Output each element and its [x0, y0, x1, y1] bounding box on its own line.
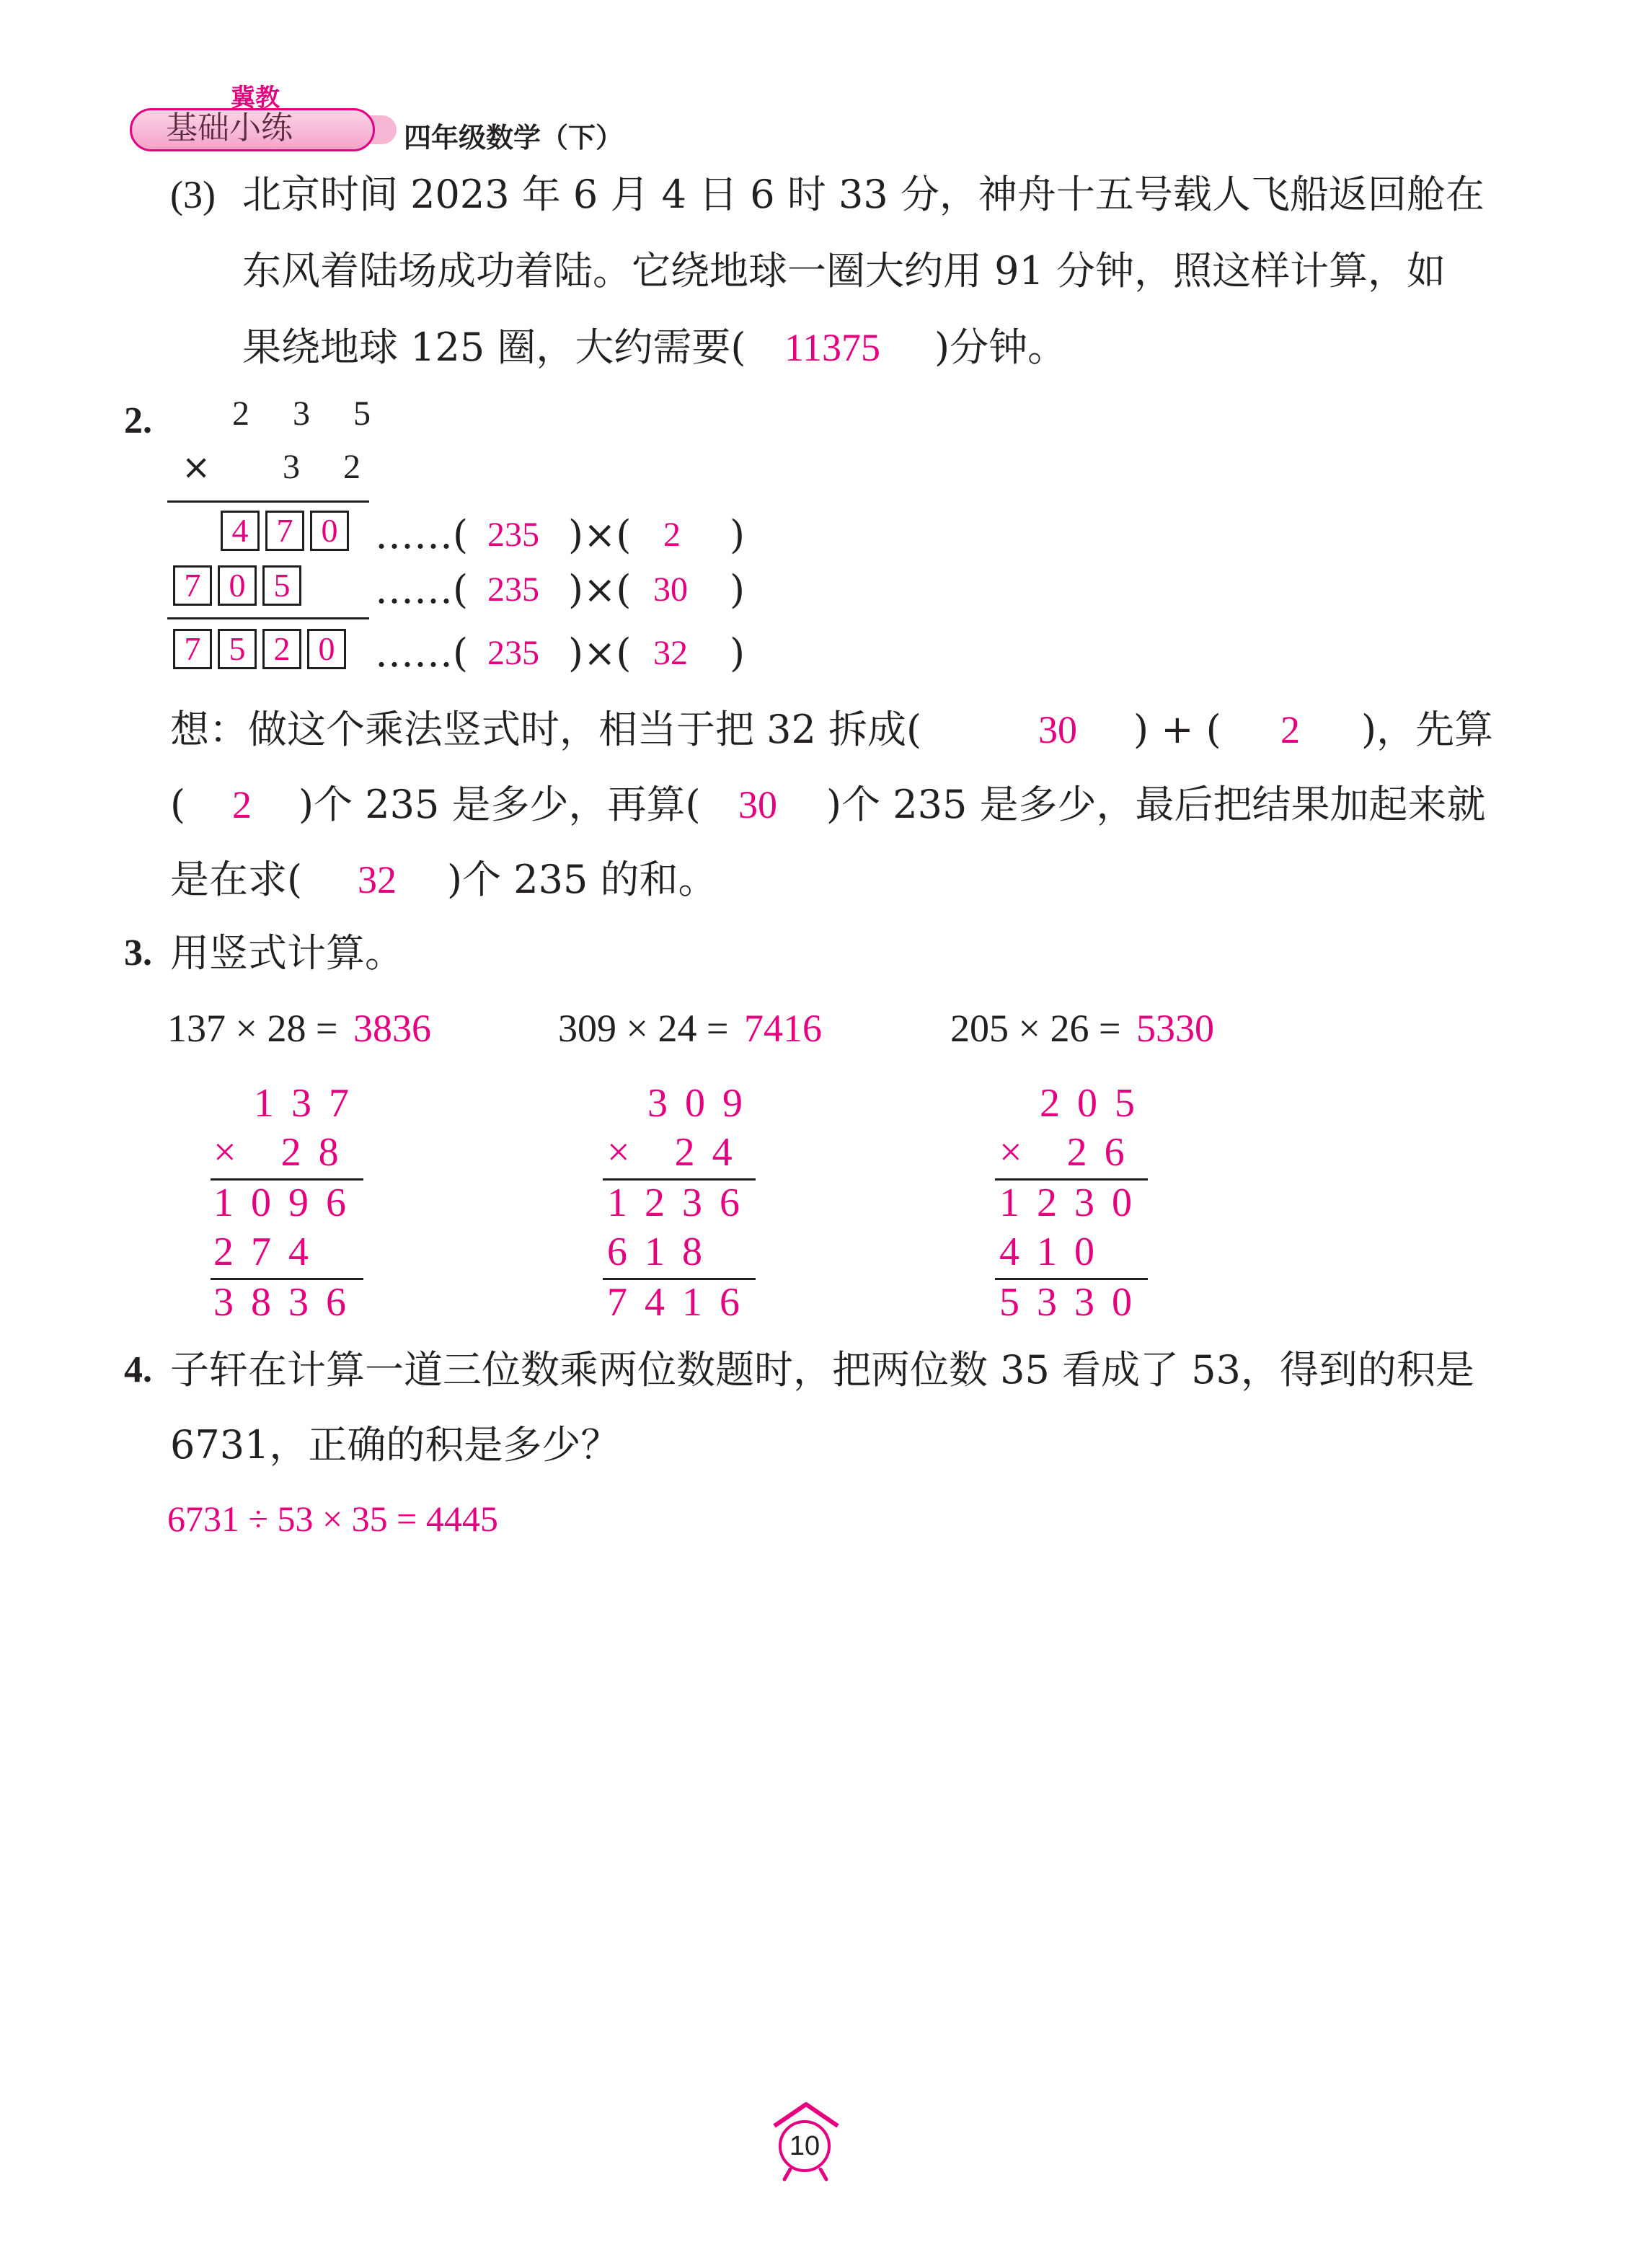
- think-text: 想：做这个乘法竖式时，相当于把 32 拆成(: [170, 707, 922, 752]
- equation: 205 × 26 =: [950, 1007, 1121, 1050]
- equation-answer: 5330: [1136, 1007, 1214, 1050]
- close-paren: ): [730, 512, 746, 557]
- partial-product: 1236: [607, 1181, 757, 1225]
- vertical-multiplier: × 26: [999, 1130, 1142, 1175]
- question-title: 用竖式计算。: [170, 930, 404, 976]
- q1-line-1: 北京时间 2023 年 6 月 4 日 6 时 33 分，神舟十五号载人飞船返回舱在: [242, 172, 1485, 217]
- times-paren: )×(: [568, 630, 632, 676]
- digit-box: 7: [173, 565, 212, 606]
- part-label: (3): [170, 173, 216, 216]
- think-text: )个 235 的和。: [447, 857, 717, 902]
- think-text: )个 235 是多少，最后把结果加起来就: [826, 782, 1486, 827]
- partial-product: 1230: [999, 1181, 1149, 1225]
- partial-product: 274: [213, 1230, 326, 1274]
- equation-answer: 3836: [353, 1007, 431, 1050]
- divider-line: [167, 617, 369, 619]
- product: 7416: [607, 1280, 757, 1325]
- digit-box: 7: [265, 511, 304, 551]
- equation: 309 × 24 =: [558, 1007, 729, 1050]
- product: 5330: [999, 1280, 1149, 1325]
- partial-product-boxes: [221, 511, 355, 551]
- factor-a: 235: [487, 634, 539, 672]
- partial-product: 1096: [213, 1181, 363, 1225]
- digit-box: 7: [173, 629, 212, 669]
- digit-box: 0: [218, 565, 257, 606]
- factor-a: 235: [487, 516, 539, 554]
- product: 3836: [213, 1280, 363, 1325]
- product-boxes: [173, 629, 352, 669]
- close-paren: ): [730, 567, 746, 612]
- digit-box: 2: [262, 629, 301, 669]
- think-answer: 2: [232, 783, 252, 826]
- series-top: 冀教: [231, 84, 280, 112]
- q1-line-3-pre: 果绕地球 125 圈，大约需要(: [242, 325, 746, 370]
- think-answer: 30: [1038, 708, 1077, 751]
- factor-b: 2: [663, 516, 681, 554]
- clock-feet-icon: [782, 2168, 829, 2182]
- times-paren: )×(: [568, 512, 632, 557]
- partial-product: 618: [607, 1230, 720, 1274]
- q1-line-2: 东风着陆场成功着陆。它绕地球一圈大约用 91 分钟，照这样计算，如: [242, 248, 1446, 294]
- digit-box: 5: [262, 565, 301, 606]
- think-text: )个 235 是多少，再算(: [298, 782, 701, 827]
- question-number: 3.: [124, 932, 152, 974]
- page-number: 10: [779, 2120, 831, 2172]
- dots: ……(: [375, 630, 469, 676]
- question-number: 2.: [124, 400, 152, 441]
- multiplier: 3 2: [283, 448, 378, 486]
- factor-b: 32: [653, 634, 688, 672]
- digit-box: 4: [221, 511, 260, 551]
- times-sign: ×: [182, 447, 211, 487]
- think-answer: 30: [738, 783, 777, 826]
- think-answer: 2: [1280, 708, 1300, 751]
- think-text: (: [170, 782, 186, 827]
- digit-box: 0: [310, 511, 349, 551]
- digit-box: 0: [307, 629, 346, 669]
- header-subtitle: 四年级数学（下）: [404, 122, 624, 154]
- vertical-top: 205: [1040, 1081, 1152, 1126]
- think-text: 是在求(: [170, 857, 303, 902]
- dots: ……(: [375, 512, 469, 557]
- vertical-multiplier: × 24: [607, 1130, 750, 1175]
- q4-line-1: 子轩在计算一道三位数乘两位数题时，把两位数 35 看成了 53，得到的积是: [170, 1347, 1474, 1393]
- divider-line: [167, 500, 369, 503]
- q1-answer: 11375: [784, 326, 880, 369]
- think-answer: 32: [358, 858, 397, 901]
- q4-answer: 6731 ÷ 53 × 35 = 4445: [167, 1499, 498, 1539]
- partial-product-boxes: [173, 565, 307, 606]
- partial-product: 410: [999, 1230, 1112, 1274]
- q4-line-2: 6731，正确的积是多少？: [170, 1422, 620, 1468]
- equation: 137 × 28 =: [167, 1007, 338, 1050]
- times-paren: )×(: [568, 567, 632, 612]
- multiplicand: 2 3 5: [232, 394, 388, 433]
- think-text: ) + (: [1133, 707, 1221, 752]
- vertical-top: 137: [254, 1081, 366, 1126]
- vertical-multiplier: × 28: [213, 1130, 356, 1175]
- q1-line-3-post: )分钟。: [934, 325, 1067, 370]
- equation-answer: 7416: [744, 1007, 822, 1050]
- think-text: )，先算: [1361, 707, 1494, 752]
- factor-a: 235: [487, 570, 539, 609]
- question-number: 4.: [124, 1349, 152, 1390]
- close-paren: ): [730, 630, 746, 676]
- dots: ……(: [375, 567, 469, 612]
- series-name: 基础小练: [166, 110, 293, 146]
- digit-box: 5: [218, 629, 257, 669]
- factor-b: 30: [653, 570, 688, 609]
- vertical-top: 309: [647, 1081, 760, 1126]
